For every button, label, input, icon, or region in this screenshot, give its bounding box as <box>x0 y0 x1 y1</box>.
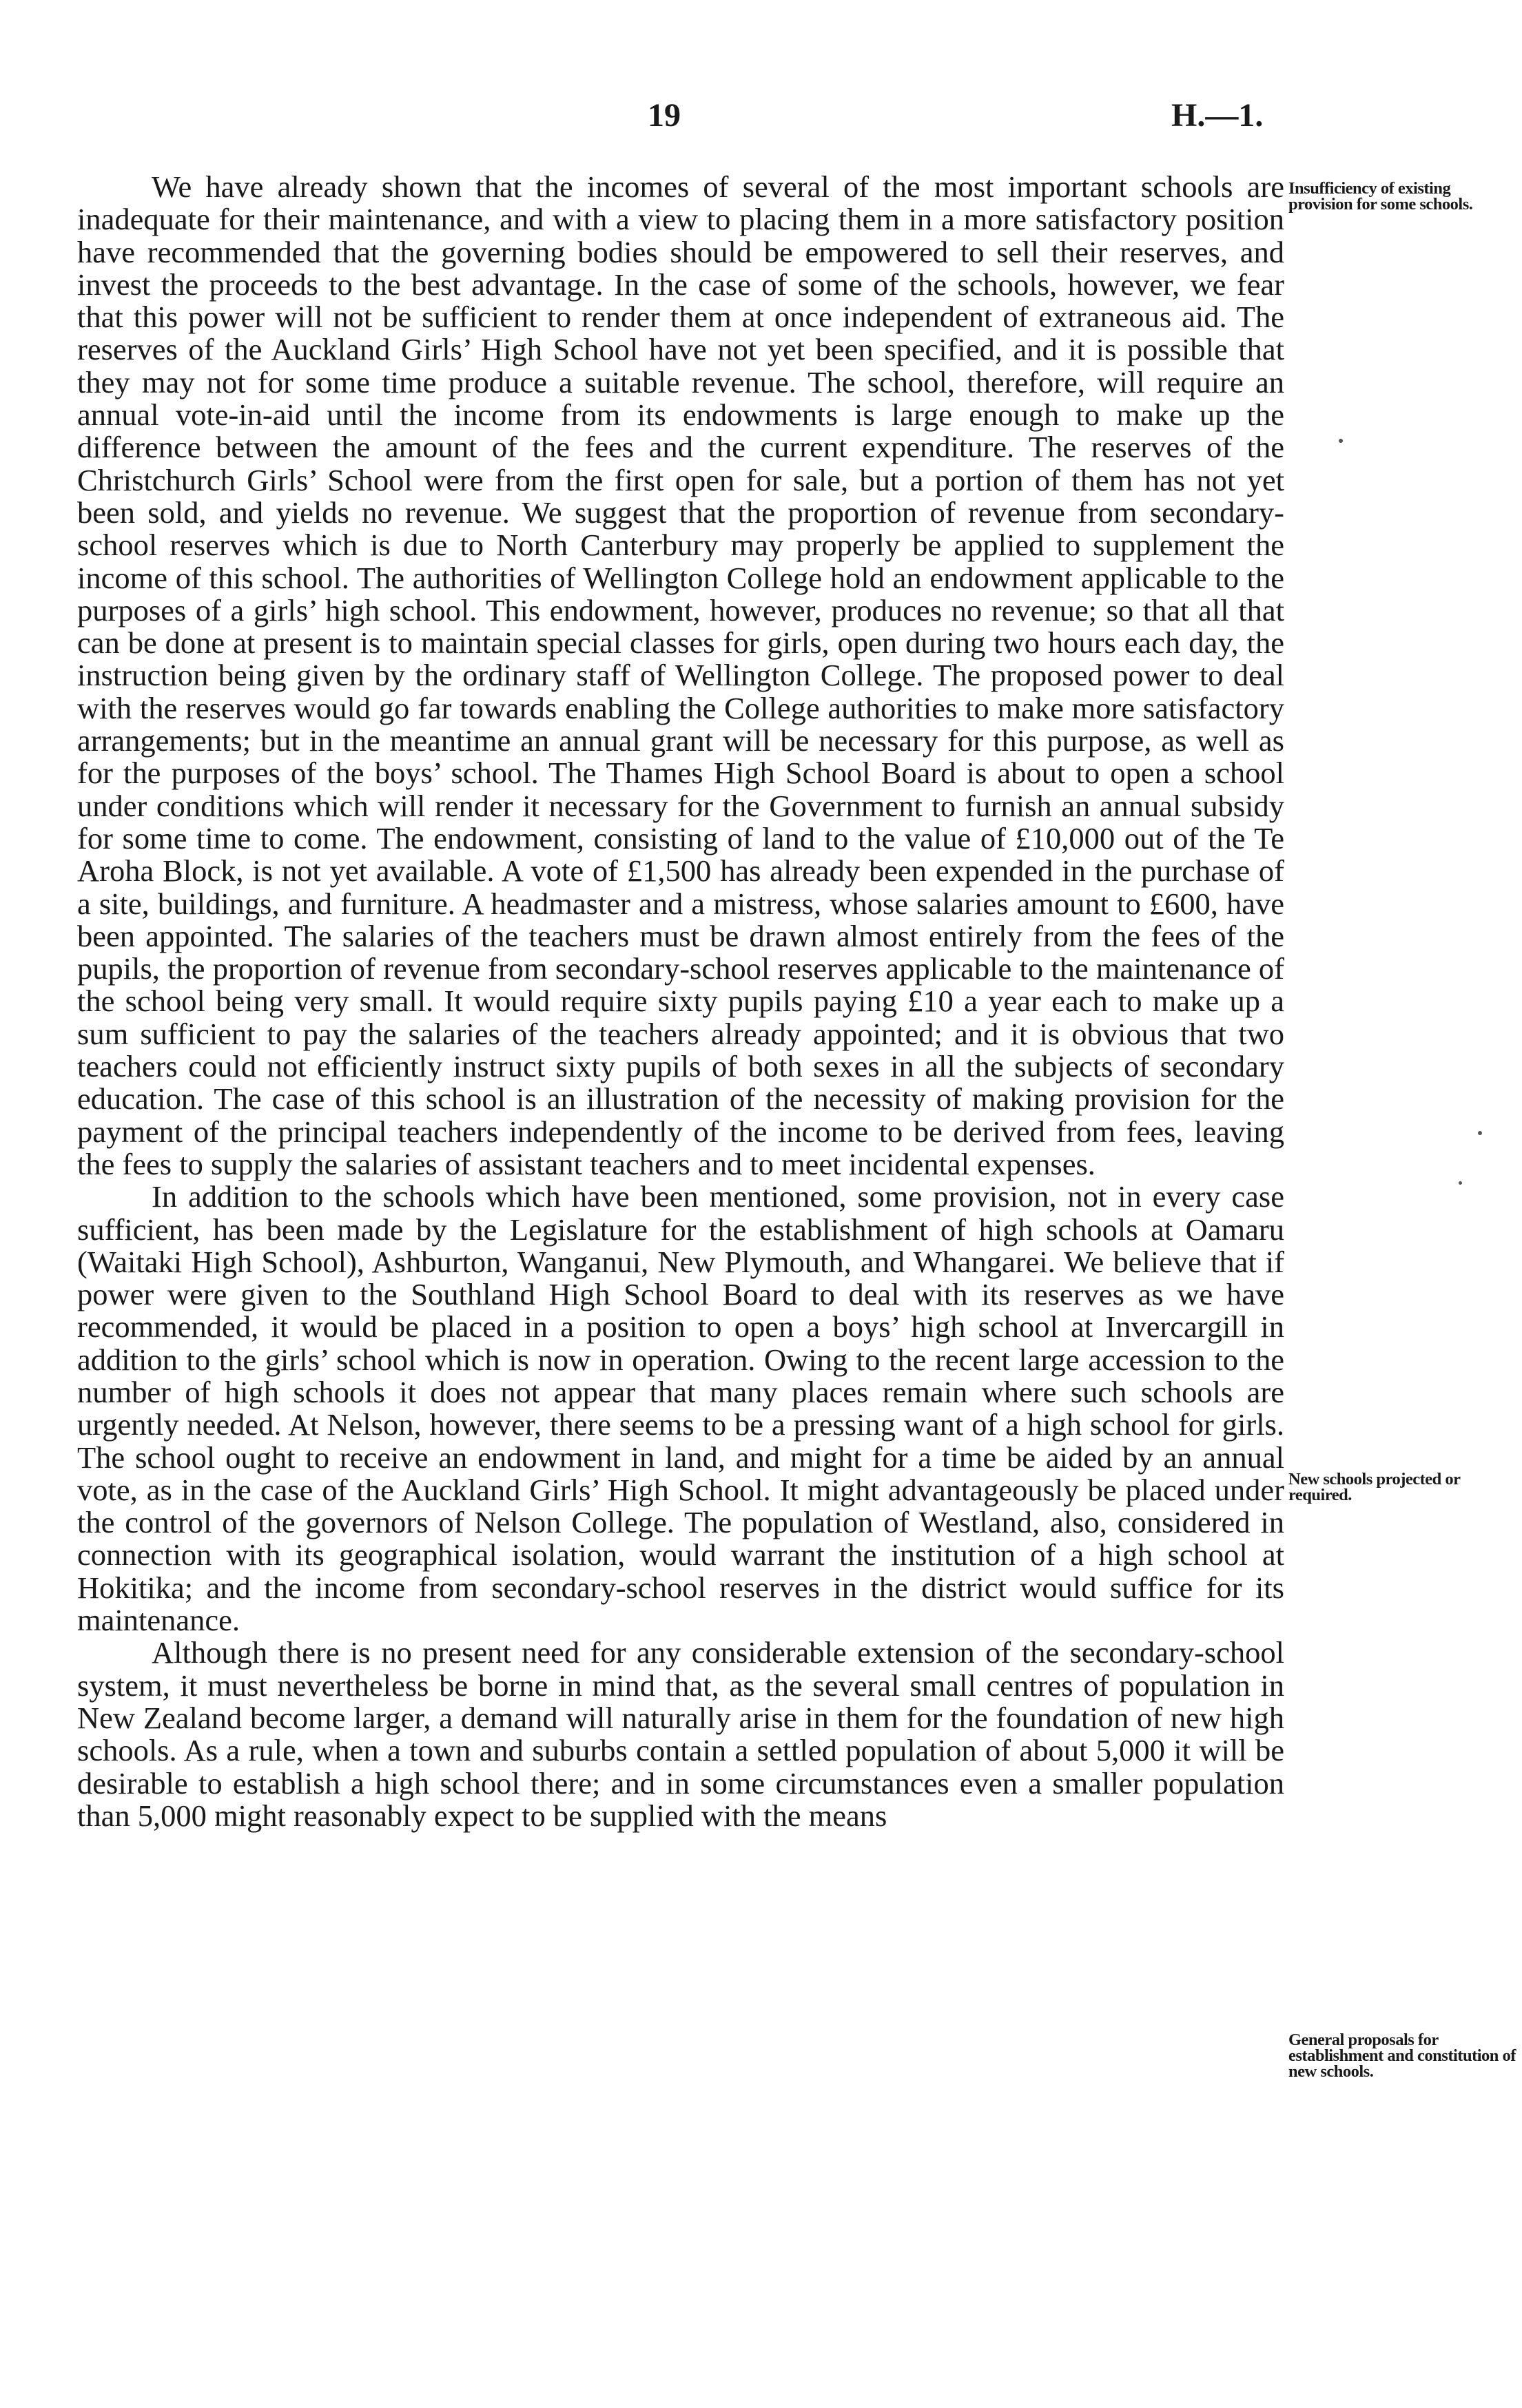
side-note-new-schools: New schools projected or required. <box>1288 1470 1461 1504</box>
scan-speck <box>1339 439 1343 443</box>
scan-speck <box>1459 1181 1462 1185</box>
document-reference: H.—1. <box>1171 97 1264 134</box>
page-number: 19 <box>648 97 681 134</box>
scan-speck <box>1478 1131 1482 1135</box>
side-note-general-proposals: General proposals for establishment and constitution of new schools. <box>1288 2031 1516 2081</box>
side-note-insufficiency: Insufficiency of existing provision for some schools. <box>1288 179 1473 214</box>
paragraph-new-schools: In addition to the schools which have been mentioned, some provision, not in every case sufficient, has been made by the Legislature for the establishment of high schools at Oamaru (Waitaki High School), Ashburton, Wanganui, New Plymouth, and Whangarei. We believe that if power were given to the Southland High School Board to deal with its reserves as we have recommended, it would be placed in a position to open a boys’ high school at Invercargill in addition to the girls’ school which is now in operation. Owing to the recent large accession to the number of high schools it does not appear that many places remain where such schools are urgently needed. At Nelson, however, there seems to be a pressing want of a high school for girls. The school ought to receive an endowment in land, and might for a time be aided by an annual vote, as in the case of the Auckland Girls’ High School. It might advantageously be placed under the control of the governors of Nelson College. The population of Westland, also, considered in connection with its geographical isolation, would warrant the institution of a high school at Hokitika; and the income from secondary-school reserves in the district would suffice for its maintenance. <box>77 1179 1284 1638</box>
body-text <box>77 171 1284 1832</box>
paragraph-general-proposals: Although there is no present need for any considerable extension of the secondary-school system, it must nevertheless be borne in mind that, as the several small centres of population in New Zealand become larger, a demand will naturally arise in them for the foundation of new high schools. As a rule, when a town and suburbs contain a settled population of about 5,000 it will be desirable to establish a high school there; and in some circumstances even a smaller population than 5,000 might reasonably expect to be supplied with the means <box>77 1635 1284 1833</box>
paragraph-insufficiency: We have already shown that the incomes of several of the most important schools are inadequate for their maintenance, and with a view to placing them in a more satisfactory position have recommended that the governing bodies should be empowered to sell their reserves, and invest the proceeds to the best advantage. In the case of some of the schools, however, we fear that this power will not be sufficient to render them at once independent of extraneous aid. The reserves of the Auckland Girls’ High School have not yet been specified, and it is possible that they may not for some time produce a suitable revenue. The school, therefore, will require an annual vote-in-aid until the income from its endowments is large enough to make up the difference between the amount of the fees and the current expenditure. The reserves of the Christchurch Girls’ School were from the first open for sale, but a portion of them has not yet been sold, and yields no revenue. We suggest that the proportion of revenue from secondary-school reserves which is due to North Canterbury may properly be applied to supplement the income of this school. The authorities of Wellington College hold an endowment applicable to the purposes of a girls’ high school. This endowment, however, produces no revenue; so that all that can be done at present is to maintain special classes for girls, open during two hours each day, the instruction being given by the ordinary staff of Wellington College. The proposed power to deal with the reserves would go far towards enabling the College authorities to make more satisfactory arrangements; but in the meantime an annual grant will be necessary for this purpose, as well as for the purposes of the boys’ school. The Thames High School Board is about to open a school under conditions which will render it necessary for the Government to furnish an annual subsidy for some time to come. The endowment, consisting of land to the value of £10,000 out of the Te Aroha Block, is not yet available. A vote of £1,500 has already been expended in the purchase of a site, buildings, and furniture. A headmaster and a mistress, whose salaries amount to £600, have been appointed. The salaries of the teachers must be drawn almost entirely from the fees of the pupils, the proportion of revenue from secondary-school reserves applicable to the maintenance of the school being very small. It would require sixty pupils paying £10 a year each to make up a sum sufficient to pay the salaries of the teachers already appointed; and it is obvious that two teachers could not efficiently instruct sixty pupils of both sexes in all the subjects of secondary education. The case of this school is an illustration of the necessity of making provision for the payment of the principal teachers independently of the income to be derived from fees, leaving the fees to supply the salaries of assistant teachers and to meet incidental expenses. <box>77 169 1284 1181</box>
